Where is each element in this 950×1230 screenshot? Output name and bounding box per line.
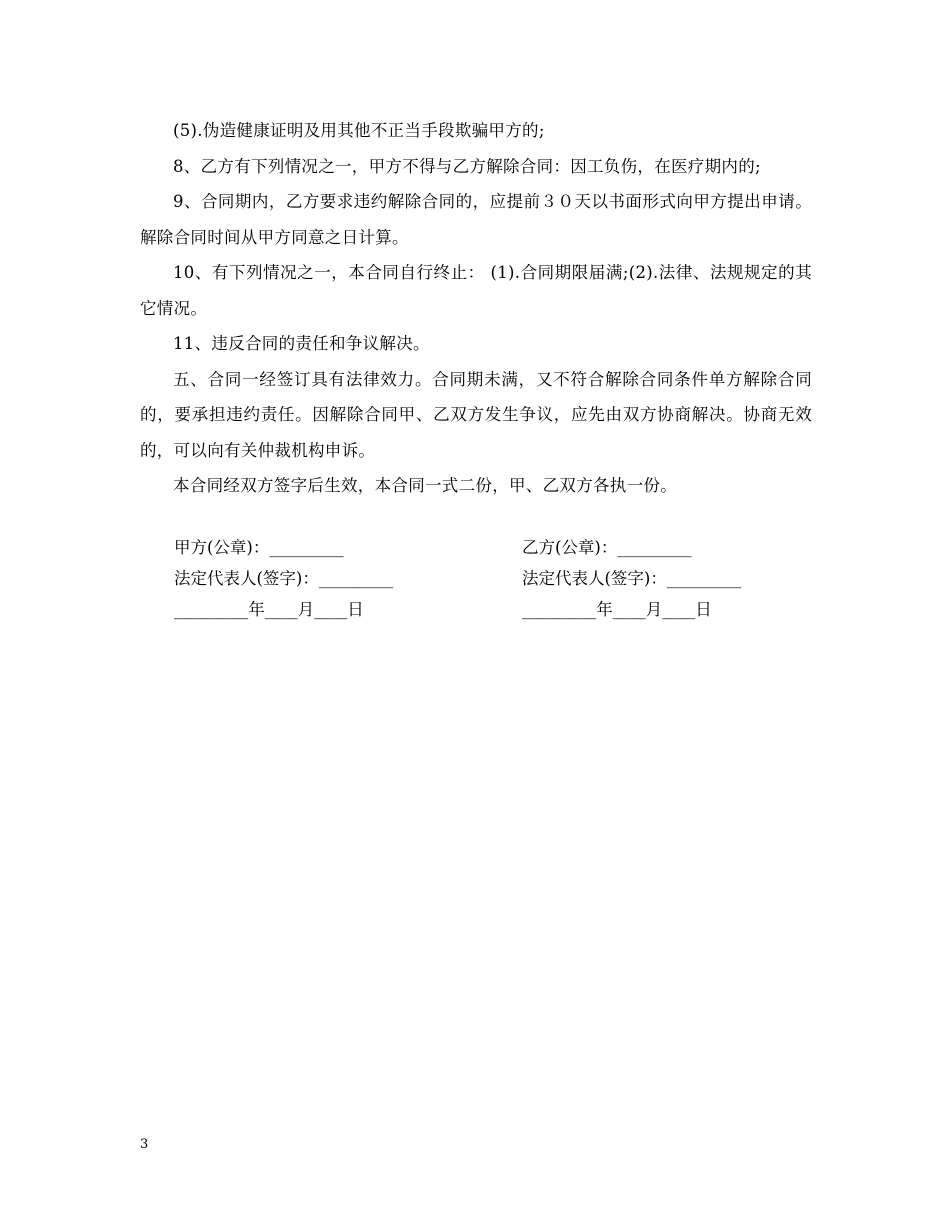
clause-8: 8、乙方有下列情况之一，甲方不得与乙方解除合同：因工负伤，在医疗期内的;	[173, 156, 761, 176]
clause-11: 11、违反合同的责任和争议解决。	[173, 334, 430, 353]
party-b-date: _________年____月____日	[522, 600, 712, 619]
party-a-seal: 甲方(公章)：_________	[174, 538, 344, 557]
party-b-representative: 法定代表人(签字)：_________	[522, 569, 742, 588]
party-a-date: _________年____月____日	[174, 600, 364, 619]
date-row	[174, 594, 814, 625]
seal-row	[174, 532, 814, 563]
clause-10: 10、有下列情况之一，本合同自行终止： (1).合同期限届满;(2).法律、法规规定的其它情况。	[140, 263, 812, 318]
party-b-seal: 乙方(公章)：_________	[522, 538, 692, 557]
signature-block	[174, 532, 814, 625]
page-number: 3	[140, 1137, 149, 1152]
clause-9: 9、合同期内，乙方要求违约解除合同的，应提前３０天以书面形式向甲方提出申请。解除合同时间从甲方同意之日计算。	[140, 192, 812, 247]
party-a-representative: 法定代表人(签字)：_________	[174, 569, 394, 588]
representative-row	[174, 563, 814, 594]
contract-body	[140, 113, 812, 504]
clause-forged-health-certificate: (5).伪造健康证明及用其他不正当手段欺骗甲方的;	[173, 121, 545, 140]
section-five: 五、合同一经签订具有法律效力。合同期未满，又不符合解除合同条件单方解除合同的，要承担违约责任。因解除合同甲、乙双方发生争议，应先由双方协商解决。协商无效的，可以向有关仲裁机构申诉。	[140, 369, 812, 460]
effectiveness-statement: 本合同经双方签字后生效，本合同一式二份，甲、乙双方各执一份。	[173, 476, 677, 495]
